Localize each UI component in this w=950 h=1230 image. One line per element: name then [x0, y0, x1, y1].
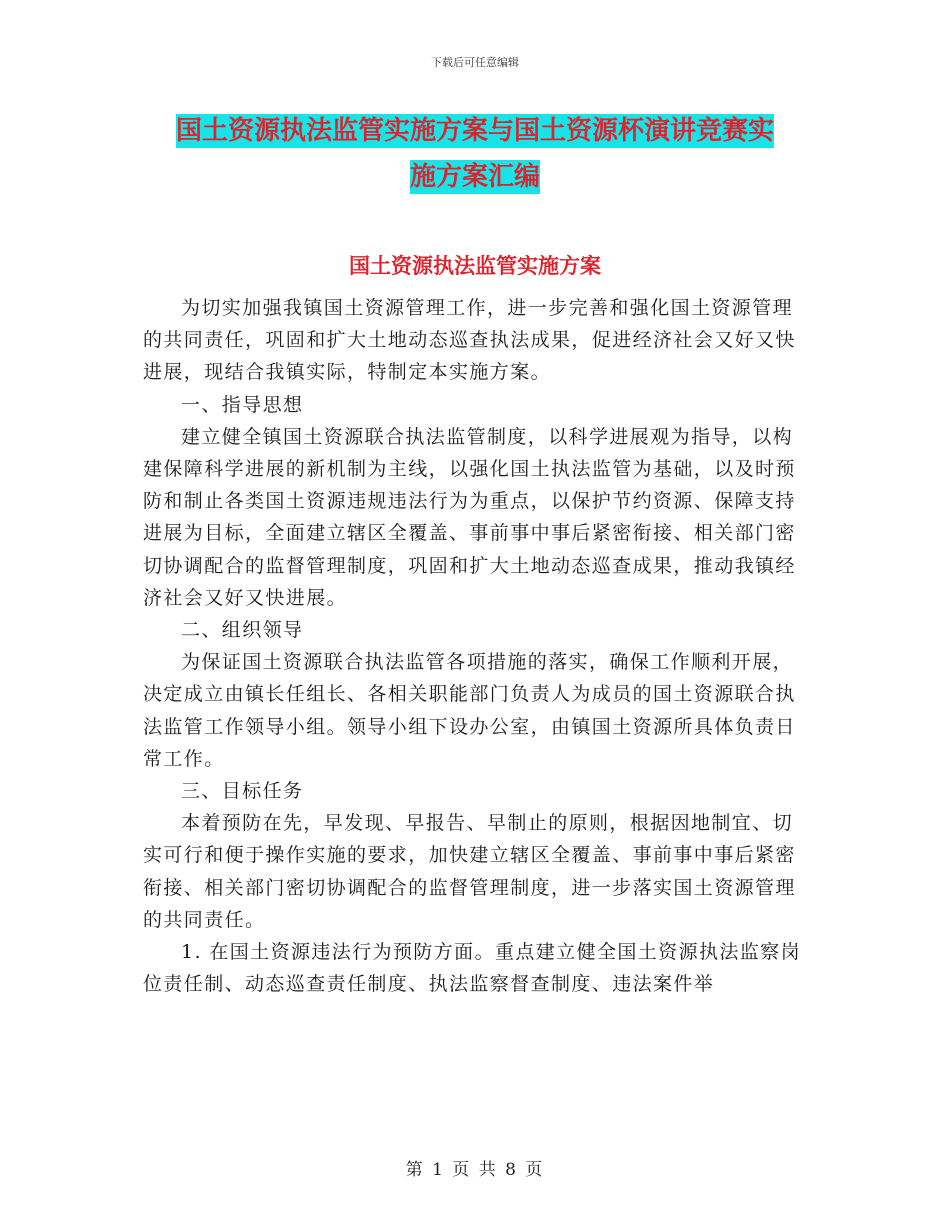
- document-title-line-1: 国土资源执法监管实施方案与国土资源杯演讲竞赛实: [175, 116, 774, 146]
- paragraph-objectives: 本着预防在先，早发现、早报告、早制止的原则，根据因地制宜、切实可行和便于操作实施的要求，加快建立辖区全覆盖、事前事中事后紧密衔接、相关部门密切协调配合的监督管理制度，进一步落实国土资源管理的共同责任。: [143, 812, 796, 931]
- heading-objectives: 三、目标任务: [181, 780, 304, 803]
- document-body: [143, 292, 808, 1000]
- paragraph-guiding-ideology: 建立健全镇国土资源联合执法监管制度，以科学进展观为指导，以构建保障科学进展的新机制为主线，以强化国土执法监管为基础，以及时预防和制止各类国土资源违规违法行为为重点，以保护节约资源、保障支持进展为目标，全面建立辖区全覆盖、事前事中事后紧密衔接、相关部门密切协调配合的监督管理制度，巩固和扩大土地动态巡查成果，推动我镇经济社会又好又快进展。: [143, 425, 796, 609]
- paragraph-item-1: 1. 在国土资源违法行为预防方面。重点建立健全国土资源执法监察岗位责任制、动态巡查责任制度、执法监察督查制度、违法案件举: [143, 941, 801, 996]
- heading-organization: 二、组织领导: [181, 619, 304, 642]
- header-note: 下载后可任意编辑: [431, 56, 519, 69]
- intro-paragraph: 为切实加强我镇国土资源管理工作，进一步完善和强化国土资源管理的共同责任，巩固和扩大土地动态巡查执法成果，促进经济社会又好又快进展，现结合我镇实际，特制定本实施方案。: [143, 297, 796, 384]
- page-footer: 第 1 页 共 8 页: [405, 1160, 545, 1180]
- section-title: 国土资源执法监管实施方案: [349, 253, 601, 278]
- heading-guiding-ideology: 一、指导思想: [181, 393, 304, 416]
- paragraph-organization: 为保证国土资源联合执法监管各项措施的落实，确保工作顺利开展，决定成立由镇长任组长、各相关职能部门负责人为成员的国土资源联合执法监管工作领导小组。领导小组下设办公室，由镇国土资源所具体负责日常工作。: [143, 651, 796, 770]
- document-title: [100, 108, 850, 200]
- document-title-line-2: 施方案汇编: [409, 162, 540, 192]
